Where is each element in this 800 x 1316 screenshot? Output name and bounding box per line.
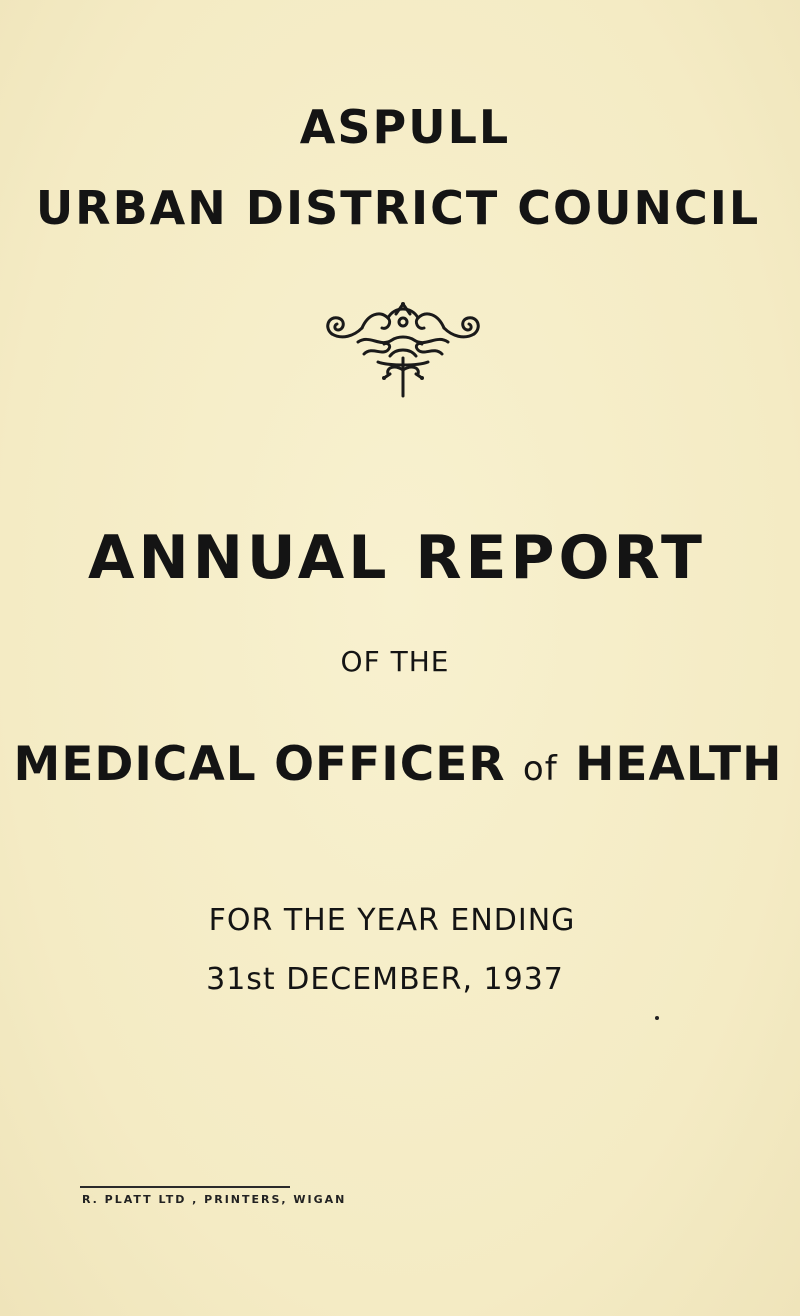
medical-officer-text: MEDICAL OFFICER: [13, 737, 523, 792]
decorative-scroll-ornament-icon: [318, 300, 488, 400]
year-ending-line: FOR THE YEAR ENDING: [208, 903, 576, 938]
council-name-line-2: URBAN DISTRICT COUNCIL: [35, 181, 761, 235]
council-name-line-1: ASPULL: [299, 100, 511, 154]
of-connector: of: [522, 749, 558, 789]
health-text: HEALTH: [557, 737, 783, 792]
printer-imprint: R. PLATT LTD , PRINTERS, WIGAN: [82, 1193, 347, 1206]
print-speck: [655, 1016, 659, 1020]
printer-rule: [80, 1186, 290, 1188]
medical-officer-line: [0, 737, 798, 792]
report-title: ANNUAL REPORT: [88, 523, 706, 593]
of-the-line: OF THE: [340, 645, 450, 678]
report-date: 31st DECEMBER, 1937: [206, 962, 564, 997]
